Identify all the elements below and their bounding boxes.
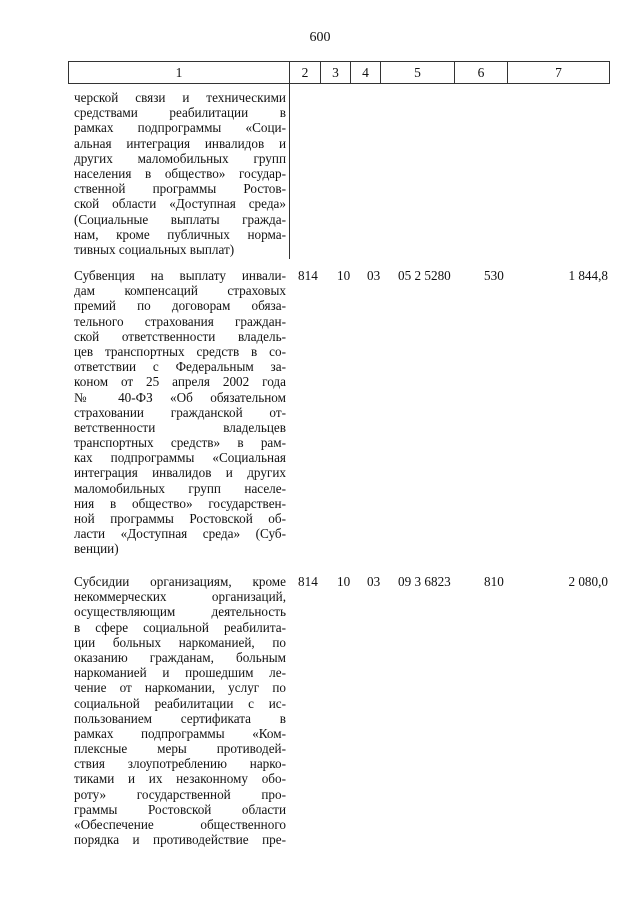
text-line: страховании гражданской от-	[74, 404, 286, 420]
page-number: 600	[309, 30, 331, 45]
text-line: других маломобильных групп	[74, 150, 286, 166]
text-line: ках подпрограммы «Социальная	[74, 450, 286, 466]
amount: 2 080,0	[568, 574, 608, 589]
text-line: премий по договорам обяза-	[74, 298, 286, 314]
text-line: средствами реабилитации в	[74, 105, 286, 121]
text-line: ния в общество» государствен-	[74, 495, 286, 511]
column-number-header	[68, 61, 610, 84]
ministry-code: 814	[298, 268, 318, 283]
text-line: коном от 25 апреля 2002 года	[74, 374, 286, 390]
text-line: ствия злоупотреблению нарко-	[74, 756, 286, 772]
text-line: ственной программы Ростов-	[74, 181, 286, 197]
text-line: социальной реабилитации с ис-	[74, 695, 286, 711]
text-line: порядка и противодействие пре-	[74, 832, 286, 848]
text-line: Субсидии организациям, кроме	[74, 574, 286, 589]
column-divider	[289, 83, 290, 259]
text-line: (Социальные выплаты гражда-	[74, 211, 286, 227]
text-line: венции)	[74, 541, 119, 557]
text-line: ласти «Доступная среда» (Суб-	[74, 526, 286, 542]
text-line: оказанию гражданам, больным	[74, 649, 286, 665]
column-header-6: 6	[455, 62, 508, 84]
continuation-description	[74, 90, 286, 257]
amount: 1 844,8	[568, 268, 608, 283]
expense-type-code: 530	[484, 268, 504, 283]
text-line: рамках подпрограммы «Соци-	[74, 120, 286, 136]
column-header-1: 1	[69, 62, 290, 84]
row-description	[74, 268, 286, 557]
text-line: осуществляющим деятельность	[74, 604, 286, 620]
column-header-5: 5	[381, 62, 455, 84]
column-header-4: 4	[351, 62, 381, 84]
text-line: ции больных наркоманией, по	[74, 634, 286, 650]
text-line: цев транспортных средств в со-	[74, 343, 286, 359]
section-code: 10	[337, 268, 351, 283]
text-line: пользованием сертификата в	[74, 710, 286, 726]
target-article-code: 09 3 6823	[398, 574, 451, 589]
text-line: чение от наркомании, услуг по	[74, 680, 286, 696]
text-line: «Обеспечение общественного	[74, 817, 286, 832]
text-line: ской ответственности владель-	[74, 328, 286, 344]
text-line: ной программы Ростовской об-	[74, 511, 286, 526]
text-line: нам, кроме публичных норма-	[74, 226, 286, 242]
expense-type-code: 810	[484, 574, 504, 589]
text-line: черской связи и техническими	[74, 90, 286, 105]
text-line: населения в общество» государ-	[74, 165, 286, 181]
column-header-7: 7	[508, 62, 610, 84]
subsection-code: 03	[367, 574, 381, 589]
text-line: маломобильных групп населе-	[74, 480, 286, 496]
text-line: плексные меры противодей-	[74, 741, 286, 757]
text-line: тиками и их незаконному обо-	[74, 771, 286, 787]
text-line: интеграция инвалидов и других	[74, 465, 286, 481]
text-line: ответствии с Федеральным за-	[74, 359, 286, 375]
text-line: тивных социальных выплат)	[74, 241, 235, 257]
text-line: транспортных средств» в рам-	[74, 435, 286, 451]
text-line: в сфере социальной реабилита-	[74, 619, 286, 635]
text-line: граммы Ростовской области	[74, 801, 286, 817]
text-line: ветственности владельцев	[74, 419, 286, 435]
target-article-code: 05 2 5280	[398, 268, 451, 283]
column-header-2: 2	[290, 62, 321, 84]
text-line: некоммерческих организаций,	[74, 589, 286, 605]
text-line: ской области «Доступная среда»	[74, 196, 286, 212]
text-line: альная интеграция инвалидов и	[74, 135, 286, 151]
row-description	[74, 574, 286, 847]
subsection-code: 03	[367, 268, 381, 283]
text-line: тельного страхования граждан-	[74, 313, 286, 329]
column-header-3: 3	[321, 62, 351, 84]
text-line: № 40-ФЗ «Об обязательном	[74, 389, 286, 405]
ministry-code: 814	[298, 574, 318, 589]
text-line: дам компенсаций страховых	[74, 283, 286, 299]
text-line: Субвенция на выплату инвали-	[74, 268, 286, 283]
text-line: наркоманией и прошедшим ле-	[74, 665, 286, 681]
text-line: роту» государственной про-	[74, 786, 286, 802]
text-line: рамках подпрограммы «Ком-	[74, 725, 286, 741]
section-code: 10	[337, 574, 351, 589]
